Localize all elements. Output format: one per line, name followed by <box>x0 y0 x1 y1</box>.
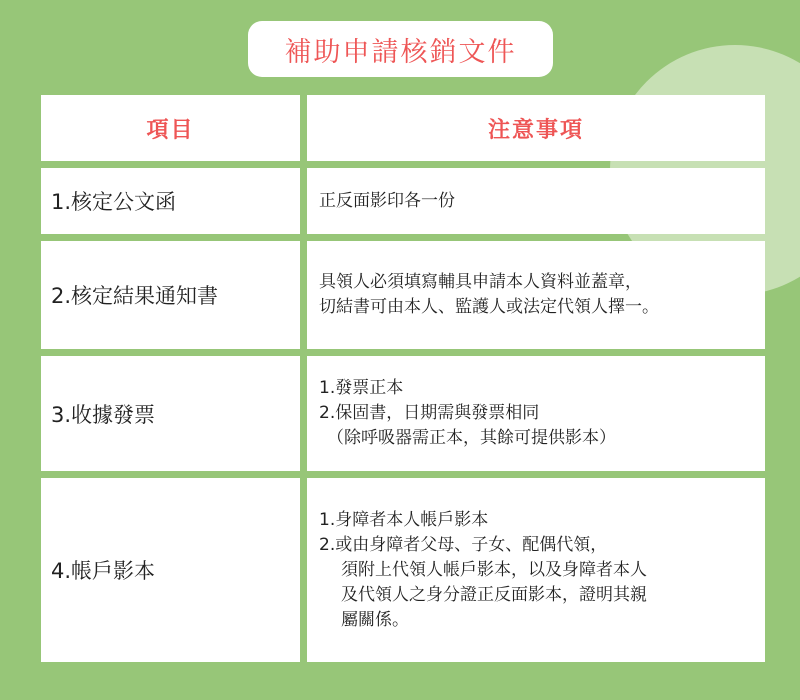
row-4-item: 4.帳戶影本 <box>41 478 300 662</box>
row-3-notes <box>307 356 765 471</box>
note-line: 正反面影印各一份 <box>319 190 455 211</box>
note-line: 1.身障者本人帳戶影本 <box>319 509 489 530</box>
header-notes: 注意事項 <box>307 95 765 161</box>
row-2-item: 2.核定結果通知書 <box>41 241 300 349</box>
header-item: 項目 <box>41 95 300 161</box>
note-line: 2.或由身障者父母、子女、配偶代領， <box>319 534 608 555</box>
page-title: 補助申請核銷文件 <box>248 21 553 77</box>
note-line: 2.保固書，日期需與發票相同 <box>319 403 540 423</box>
row-2-notes <box>307 241 765 349</box>
note-line: 1.發票正本 <box>319 378 404 398</box>
note-line: 具領人必須填寫輔具申請本人資料並蓋章， <box>319 272 642 292</box>
note-line: 切結書可由本人、監護人或法定代領人擇一。 <box>319 297 659 317</box>
note-line: 屬關係。 <box>341 609 409 630</box>
row-1-item: 1.核定公文函 <box>41 168 300 234</box>
note-line: 及代領人之身分證正反面影本，證明其親 <box>341 584 647 605</box>
row-4-notes <box>307 478 765 662</box>
row-1-notes <box>307 168 765 234</box>
note-line: （除呼吸器需正本，其餘可提供影本） <box>327 428 616 448</box>
row-3-item: 3.收據發票 <box>41 356 300 471</box>
note-line: 須附上代領人帳戶影本，以及身障者本人 <box>341 559 647 580</box>
